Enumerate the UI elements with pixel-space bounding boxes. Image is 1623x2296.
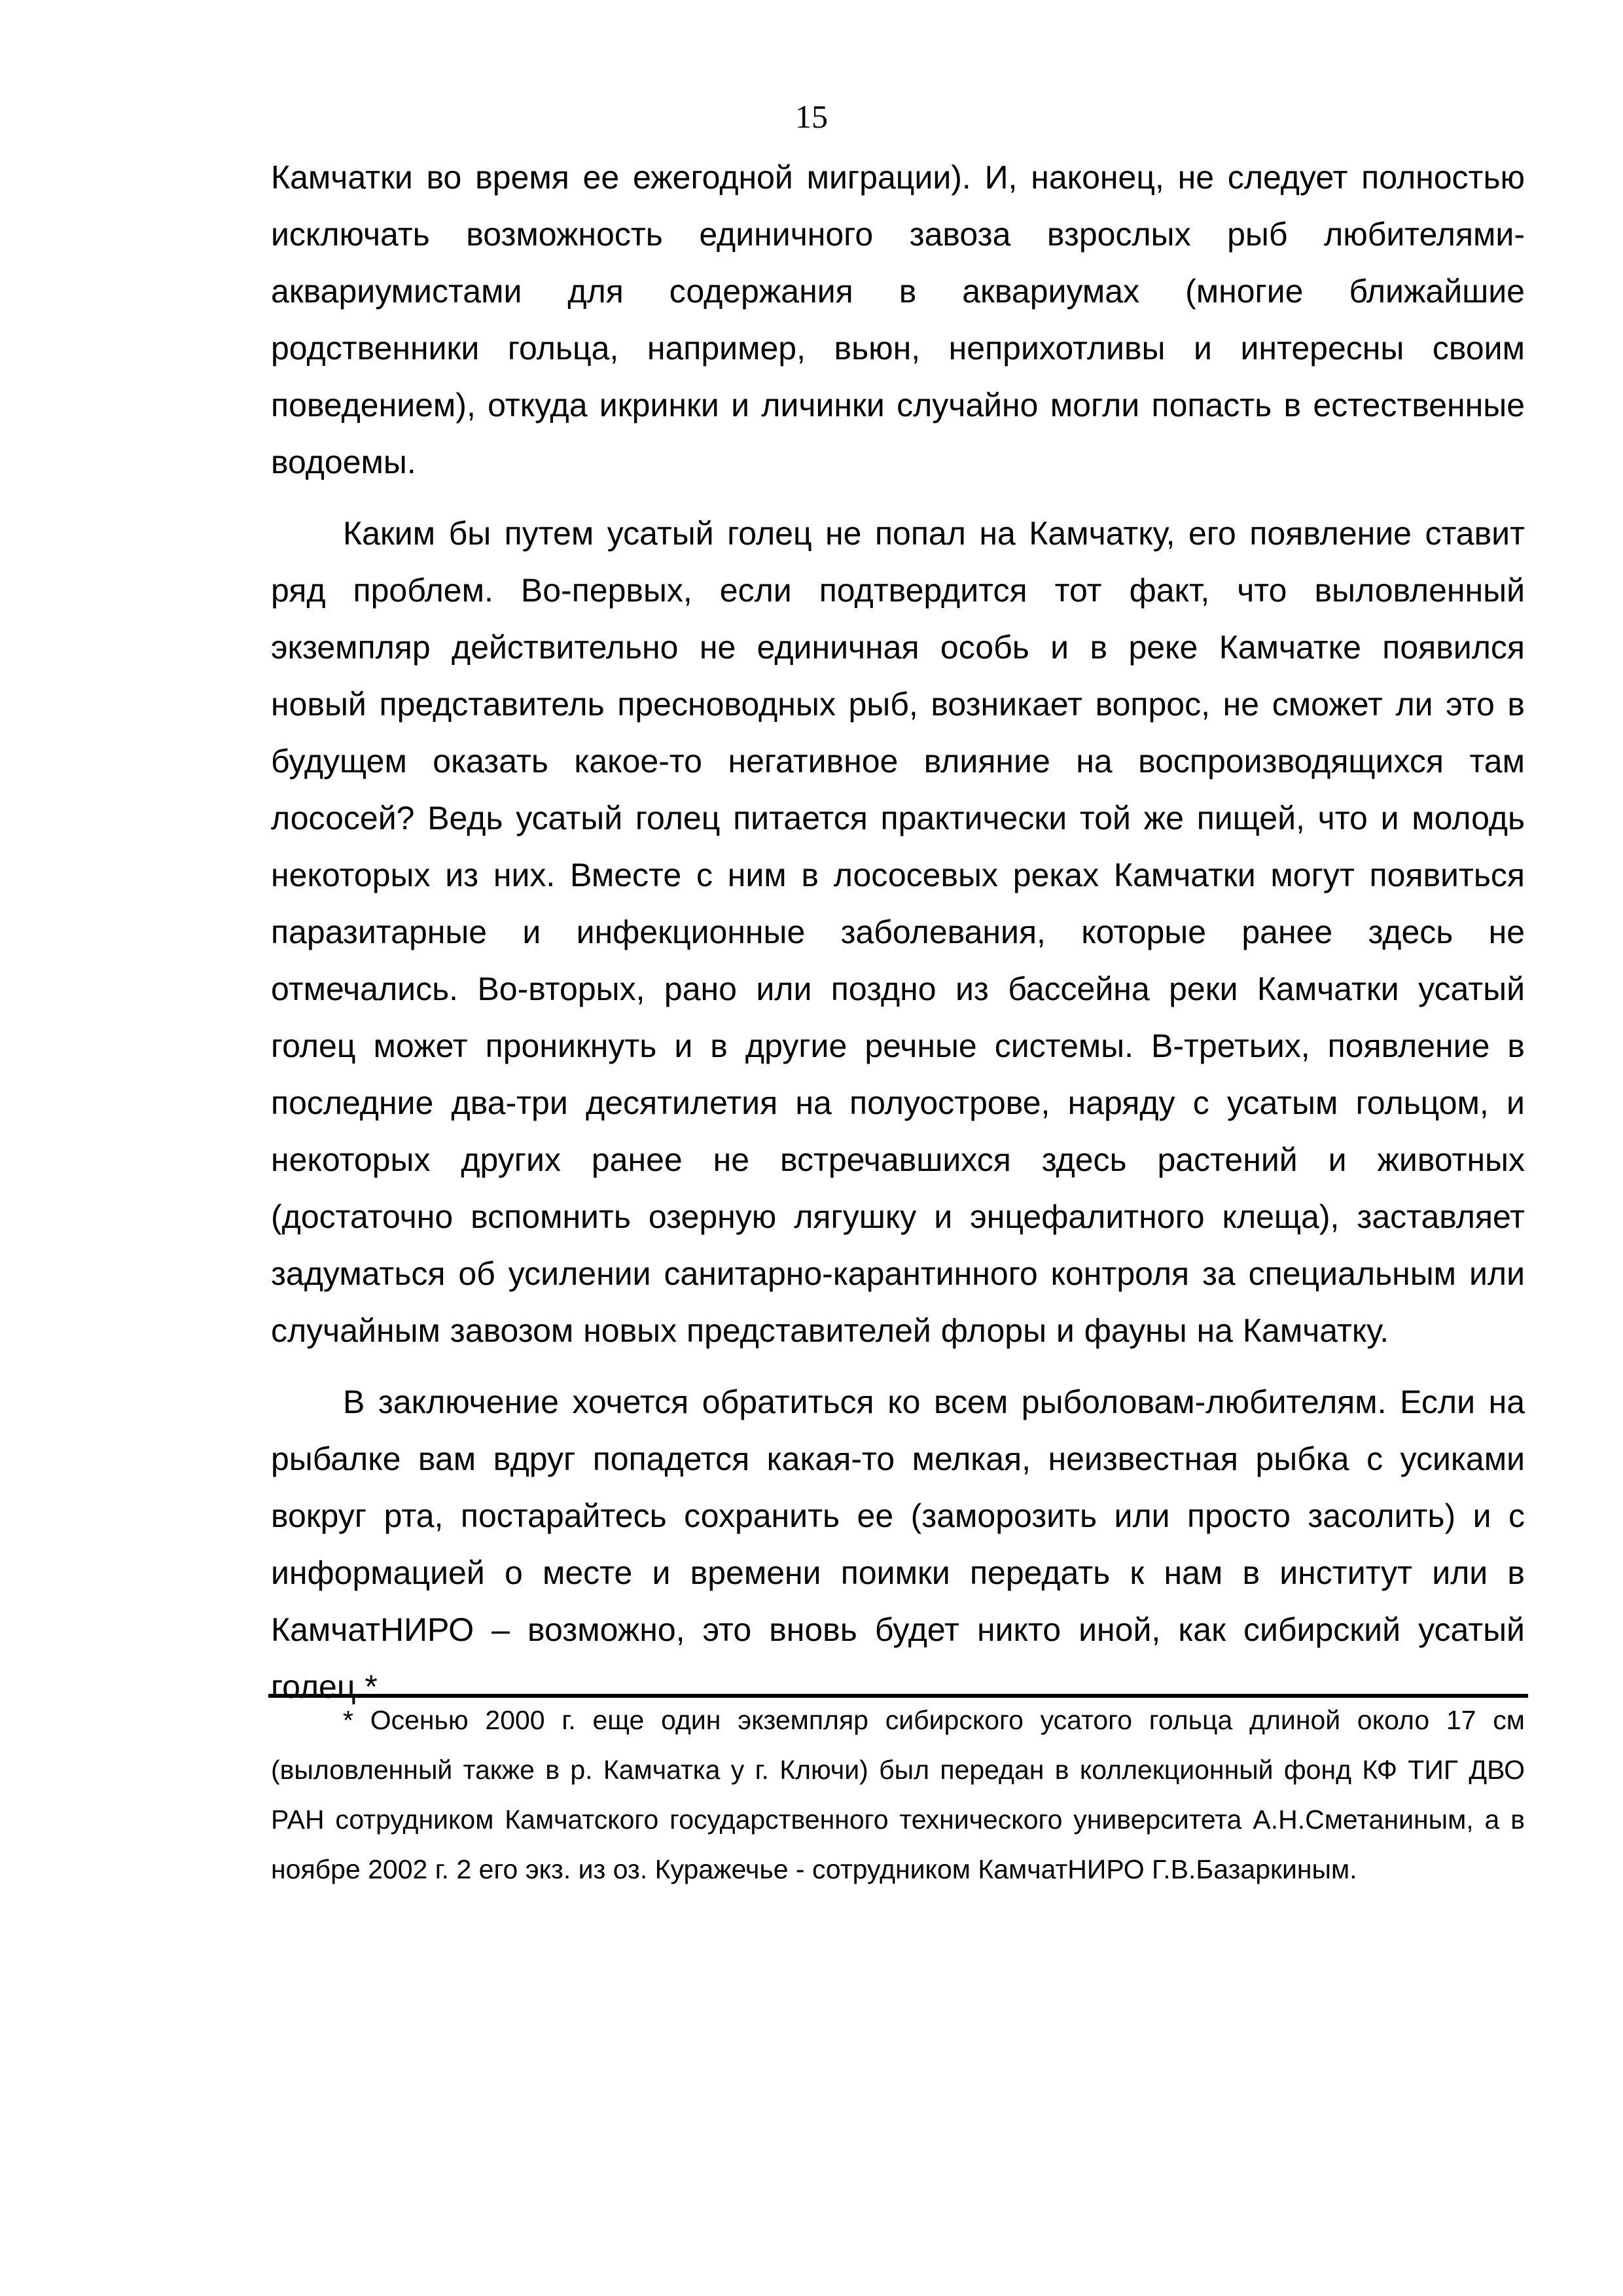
paragraph-problems: Каким бы путем усатый голец не попал на Камчатку, его появление ставит ряд проблем. Во-первых, если подтвердится тот факт, что выловленный экземпляр действительно не единичная особь и в реке Камчатке появился новый представитель пресноводных рыб, возникает вопрос, не сможет ли это в будущем оказать какое-то негативное влияние на воспроизводящихся там лососей? Ведь усатый голец питается практически той же пищей, что и молодь некоторых из них. Вместе с ним в лососевых реках Камчатки могут появиться паразитарные и инфекционные заболевания, которые ранее здесь не отмечались. Во-вторых, рано или поздно из бассейна реки Камчатки усатый голец может проникнуть и в другие речные системы. В-третьих, появление в последние два-три десятилетия на полуострове, наряду с усатым гольцом, и некоторых других ранее не встречавшихся здесь растений и животных (достаточно вспомнить озерную лягушку и энцефалитного клеща), заставляет задуматься об усилении санитарно-карантинного контроля за специальным или случайным завозом новых представителей флоры и фауны на Камчатку. bbox=[271, 515, 1525, 1349]
footnote-text: * Осенью 2000 г. еще один экземпляр сибирского усатого гольца длиной около 17 см (выловленный также в р. Камчатка у г. Ключи) был передан в коллекционный фонд КФ ТИГ ДВО РАН сотрудником Камчатского государственного технического университета А.Н.Сметаниным, а в ноябре 2002 г. 2 его экз. из оз. Куражечье - сотрудником КамчатНИРО Г.В.Базаркиным. bbox=[271, 1705, 1525, 1884]
paragraph-continuation: Камчатки во время ее ежегодной миграции). И, наконец, не следует полностью исключать возможность единичного завоза взрослых рыб любителями-аквариумистами для содержания в аквариумах (многие ближайшие родственники гольца, например, вьюн, неприхотливы и интересны своим поведением), откуда икринки и личинки случайно могли попасть в естественные водоемы. bbox=[271, 159, 1525, 480]
footnote bbox=[271, 1695, 1525, 1894]
main-text bbox=[271, 149, 1525, 1715]
page-number: 15 bbox=[795, 98, 828, 135]
paragraph-conclusion: В заключение хочется обратиться ко всем рыболовам-любителям. Если на рыбалке вам вдруг попадется какая-то мелкая, неизвестная рыбка с усиками вокруг рта, постарайтесь сохранить ее (заморозить или просто засолить) и с информацией о месте и времени поимки передать к нам в институт или в КамчатНИРО – возможно, это вновь будет никто иной, как сибирский усатый голец.* bbox=[271, 1384, 1525, 1705]
